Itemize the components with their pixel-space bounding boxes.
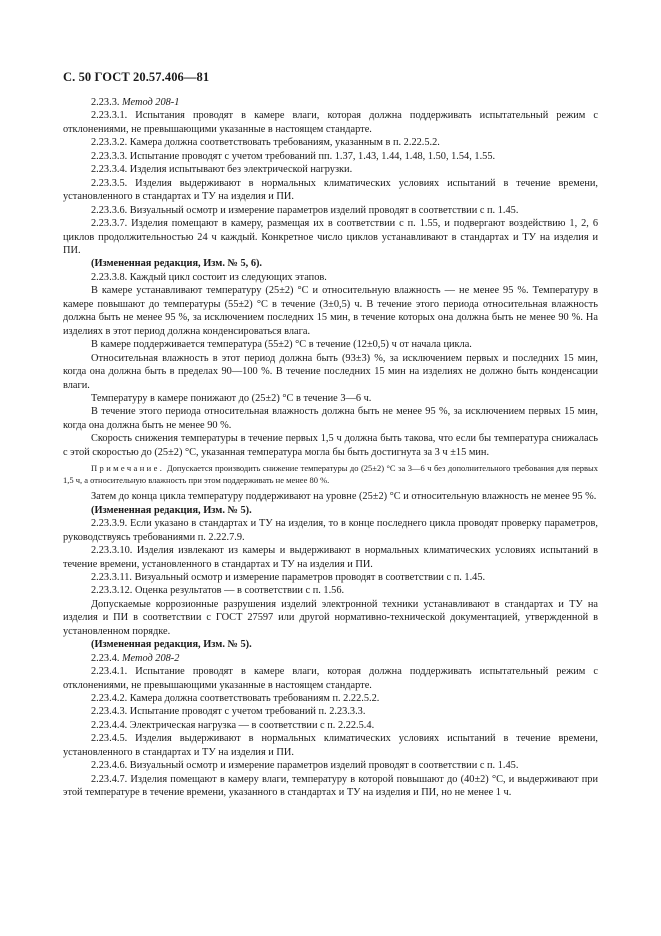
- paragraph: 2.23.3.3. Испытание проводят с учетом требований пп. 1.37, 1.43, 1.44, 1.48, 1.50, 1.54, 1.55.: [91, 150, 496, 162]
- paragraph: 2.23.3.12. Оценка результатов — в соответствии с п. 1.56.: [91, 585, 345, 597]
- paragraph: 2.23.3.10. Изделия извлекают из камеры и выдерживают в нормальных климатических условиях испытаний в течение времени, установленного в стандартах и ТУ на изделия и ПИ.: [63, 545, 598, 570]
- note-label: Примечание.: [91, 463, 165, 474]
- paragraph: 2.23.3.9. Если указано в стандартах и ТУ на изделия, то в конце последнего цикла проводят проверку параметров, руководствуясь требованиями п. 2.22.7.9.: [63, 518, 598, 543]
- paragraph: Относительная влажность в этот период должна быть (93±3) %, за исключением первых и последних 15 мин, когда она должна быть в пределах 90—100 %. В течение последних 15 мин на изделиях не должно быть конденсации влаги.: [63, 352, 598, 391]
- section-number: 2.23.4.: [91, 652, 120, 664]
- paragraph: 2.23.4.6. Визуальный осмотр и измерение параметров изделий проводят в соответствии с п. 1.45.: [91, 760, 519, 772]
- amendment-note: (Измененная редакция, Изм. № 5).: [91, 639, 252, 651]
- section-number: 2.23.3.: [91, 97, 120, 108]
- paragraph: В камере устанавливают температуру (25±2) °С и относительную влажность — не менее 95 %. Температуру в камере повышают до температуры (55±2) °С в течение (3±0,5) ч. В течение этого периода относительная влажность должна быть не менее 95 %, за исключением последних 15 мин, в течение которых она должна быть не менее 90 %. На изделиях в этот период должна конденсироваться влага.: [63, 285, 598, 337]
- section-heading-208-1: [63, 96, 598, 109]
- section-heading-208-2: [63, 652, 598, 665]
- paragraph: 2.23.4.5. Изделия выдерживают в нормальных климатических условиях испытаний в течение времени, установленного в стандартах и ТУ на изделия и ПИ.: [63, 733, 598, 758]
- page-header: С. 50 ГОСТ 20.57.406—81: [63, 70, 210, 84]
- paragraph: 2.23.3.2. Камера должна соответствовать требованиям, указанным в п. 2.22.5.2.: [91, 137, 440, 149]
- paragraph: Температуру в камере понижают до (25±2) °С в течение 3—6 ч.: [91, 392, 372, 404]
- paragraph: Допускаемые коррозионные разрушения изделий электронной техники устанавливают в стандартах и ТУ на изделия и ПИ в соответствии с ГОСТ 27597 или другой нормативно-технической документацией, утвержденной в установленном порядке.: [63, 598, 598, 637]
- paragraph: 2.23.3.7. Изделия помещают в камеру, размещая их в соответствии с п. 1.55, и подвергают воздействию 1, 2, 6 циклов продолжительностью 24 ч каждый. Конкретное число циклов устанавливают в стандартах и ТУ на изделия и ПИ.: [63, 218, 598, 256]
- amendment-note: (Измененная редакция, Изм. № 5, 6).: [91, 258, 263, 270]
- paragraph: Скорость снижения температуры в течение первых 1,5 ч должна быть такова, что если бы температура снижалась с этой скоростью до (25±2) °С, указанная температура могла бы быть достигнута за 3 ч ±15 мин.: [63, 433, 598, 458]
- method-title: Метод 208-2: [122, 652, 180, 664]
- paragraph: 2.23.4.3. Испытание проводят с учетом требований п. 2.23.3.3.: [91, 706, 366, 718]
- paragraph: 2.23.3.8. Каждый цикл состоит из следующих этапов.: [91, 271, 327, 283]
- amendment-note: (Измененная редакция, Изм. № 5).: [91, 504, 252, 516]
- paragraph: 2.23.4.1. Испытание проводят в камере влаги, которая должна поддерживать испытательный режим с отклонениями, не превышающими указанные в настоящем стандарте.: [63, 666, 598, 691]
- paragraph: 2.23.3.5. Изделия выдерживают в нормальных климатических условиях испытаний в течение времени, установленного в стандартах и ТУ на изделия и ПИ.: [63, 177, 598, 203]
- paragraph: В камере поддерживается температура (55±2) °С в течение (12±0,5) ч от начала цикла.: [91, 339, 472, 351]
- paragraph: 2.23.3.1. Испытания проводят в камере влаги, которая должна поддерживать испытательный режим с отклонениями, не превышающими указанные в настоящем стандарте.: [63, 110, 598, 135]
- method-title: Метод 208-1: [122, 97, 180, 108]
- paragraph: 2.23.4.7. Изделия помещают в камеру влаги, температуру в которой повышают до (40±2) °С, и выдерживают при этой температуре в течение времени, указанного в стандартах и ТУ на изделия и ПИ, но не менее 1 ч.: [63, 773, 598, 799]
- document-body: [63, 96, 598, 800]
- paragraph: 2.23.4.4. Электрическая нагрузка — в соответствии с п. 2.22.5.4.: [91, 719, 375, 731]
- paragraph: 2.23.3.6. Визуальный осмотр и измерение параметров изделий проводят в соответствии с п. 1.45.: [91, 204, 519, 216]
- paragraph: 2.23.3.4. Изделия испытывают без электрической нагрузки.: [91, 164, 353, 176]
- paragraph: 2.23.3.11. Визуальный осмотр и измерение параметров проводят в соответствии с п. 1.45.: [91, 571, 486, 583]
- note-text: Допускается производить снижение температуры до (25±2) °С за 3—6 ч без дополнительного требования для первых 1,5 ч, а относительную влажность при этом поддерживать не менее 80 %.: [63, 463, 598, 486]
- paragraph: 2.23.4.2. Камера должна соответствовать требованиям п. 2.22.5.2.: [91, 693, 380, 705]
- footnote-remark: [63, 462, 598, 486]
- paragraph: Затем до конца цикла температуру поддерживают на уровне (25±2) °С и относительную влажность не менее 95 %.: [91, 491, 597, 503]
- paragraph: В течение этого периода относительная влажность должна быть не менее 95 %, за исключением первых 15 мин, когда она должна быть не менее 90 %.: [63, 406, 598, 431]
